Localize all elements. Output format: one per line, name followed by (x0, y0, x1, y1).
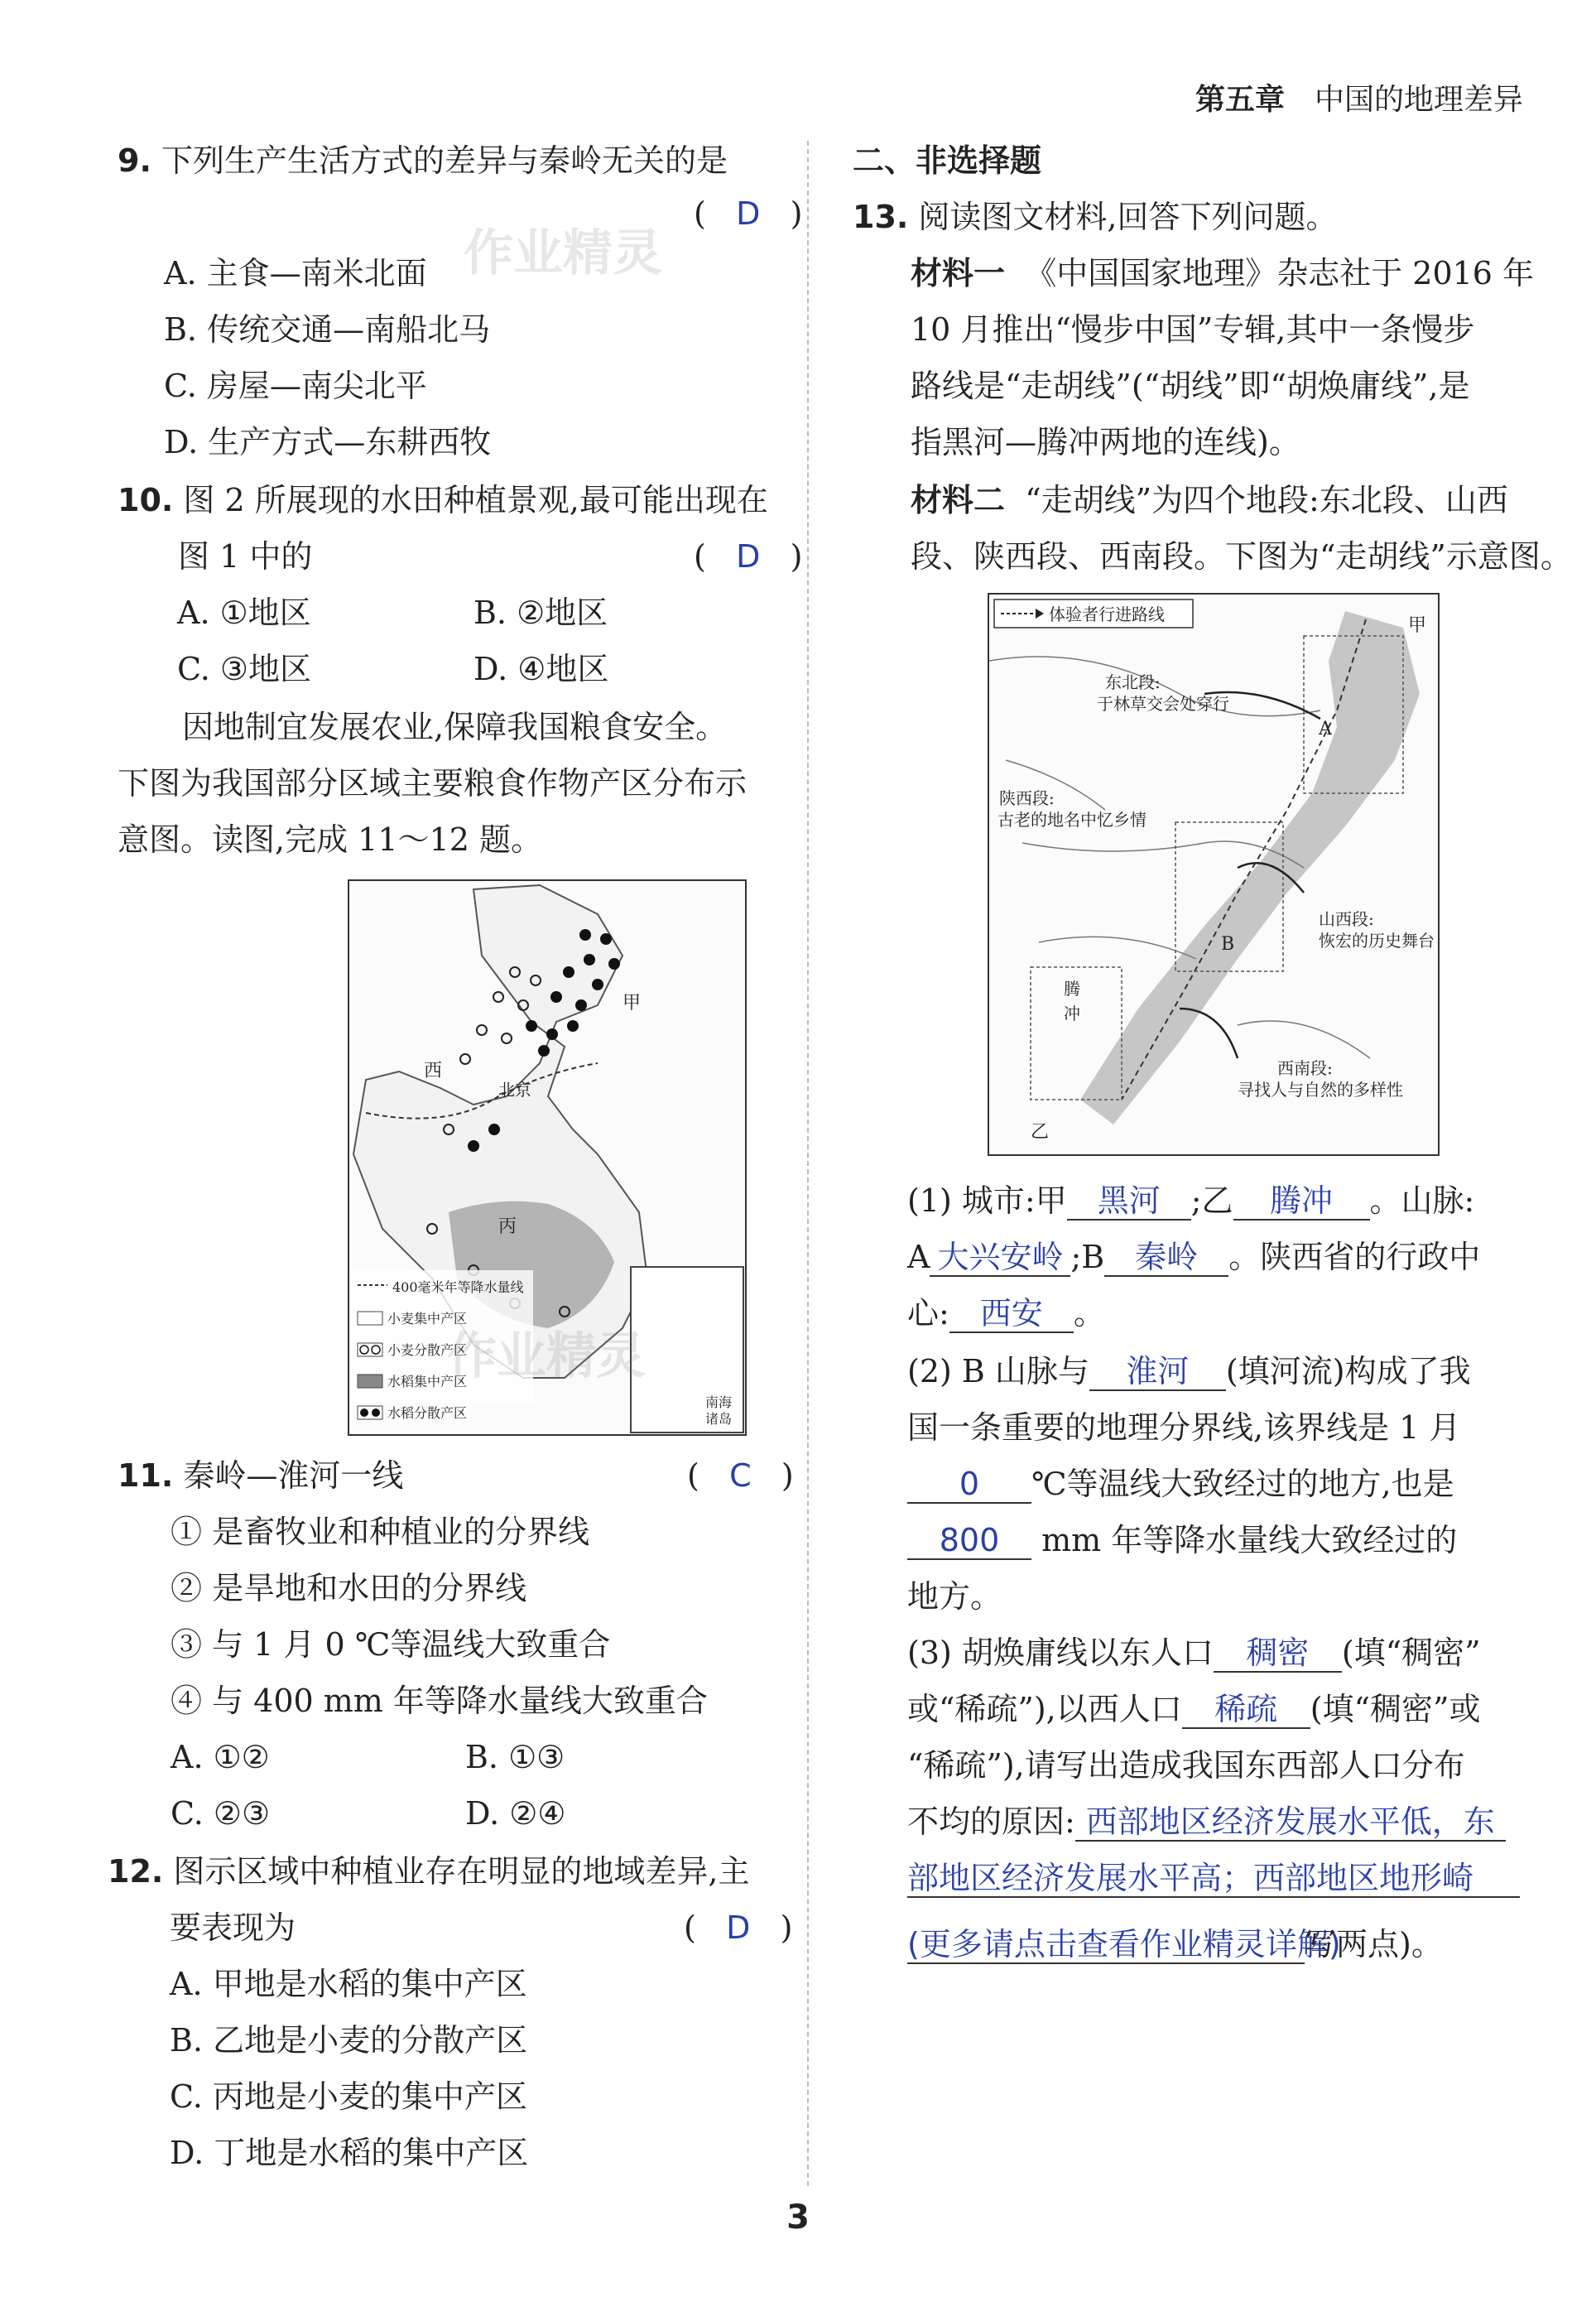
q9-option-b: B. 传统交通—南船北马 (164, 311, 491, 348)
material1-line-3: 路线是“走胡线”(“胡线”即“胡焕庸线”,是 (911, 368, 1470, 404)
q9-option-d: D. 生产方式—东耕西牧 (164, 424, 492, 460)
map2-label-chong: 冲 (1064, 1004, 1080, 1023)
q10-option-b: B. ②地区 (474, 595, 608, 631)
q13-part1-line-2: A 大兴安岭 ;B 秦岭 。陕西省的行政中 (907, 1239, 1481, 1275)
q12-answer: D (726, 1909, 751, 1946)
page-header (1195, 76, 1523, 118)
map2-label-southwest: 西南段: (1277, 1058, 1333, 1078)
q13-part3-line-6: (更多请点击查看作业精灵详解)写两点)。 (907, 1926, 1443, 1962)
q9-option-c: C. 房屋—南尖北平 (164, 368, 427, 404)
legend-rice-concentrated: 水稻集中产区 (387, 1374, 468, 1389)
watermark-logo-2: 作业精灵 (447, 1327, 646, 1385)
material1-line-1: 材料一 《中国国家地理》杂志社于 2016 年 (911, 255, 1535, 291)
q13-part3-line-4: 不均的原因: 西部地区经济发展水平低，东 (907, 1800, 1506, 1843)
column-divider (807, 141, 809, 2186)
q13-part2-line-4: 800 mm 年等降水量线大致经过的 (907, 1519, 1457, 1562)
section-title: 二、非选择题 (853, 142, 1042, 179)
map1-label-south-sea: 南海诸岛 (705, 1394, 733, 1427)
intro-line-2: 下图为我国部分区域主要粮食作物产区分布示 (118, 765, 748, 802)
q9-answer-box: ( D ) (694, 195, 803, 232)
material1-line-4: 指黑河—腾冲两地的连线)。 (911, 424, 1300, 460)
map2-legend-route: 体验者行进路线 (1049, 604, 1165, 624)
answer-reason-1: 西部地区经济发展水平低，东 (1075, 1803, 1506, 1842)
watermark-logo: 作业精灵 (464, 224, 662, 282)
q11-option-b: B. ①③ (465, 1739, 565, 1775)
answer-reason-2: 部地区经济发展水平高；西部地区地形崎 (907, 1860, 1520, 1898)
answer-capital: 西安 (949, 1295, 1074, 1333)
material2-label: 材料二 (911, 482, 1006, 518)
q12-stem-2: 要表现为 (170, 1909, 296, 1946)
map2-label-shanxi: 山西段: (1319, 909, 1374, 929)
q11-answer-box: ( C ) (687, 1457, 794, 1494)
hu-line-route-map (988, 593, 1440, 1156)
q13-part2-line-1: (2) B 山脉与 淮河 (填河流)构成了我 (907, 1353, 1471, 1389)
intro-line-1: 因地制宜发展农业,保障我国粮食安全。 (182, 709, 728, 745)
q9-answer: D (736, 195, 761, 232)
material1-label: 材料一 (911, 255, 1006, 291)
answer-mountain-b: 秦岭 (1104, 1239, 1228, 1277)
map1-label-beijing: 北京 (498, 1080, 531, 1100)
q12-option-b: B. 乙地是小麦的分散产区 (170, 2022, 528, 2059)
q13-part1-line-1: (1) 城市:甲 黑河 ;乙 腾冲 。山脉: (907, 1182, 1475, 1219)
q13-part3-line-1: (3) 胡焕庸线以东人口 稠密 (填“稠密” (907, 1635, 1481, 1671)
map2-label-b: B (1221, 934, 1235, 955)
q12-option-d: D. 丁地是水稻的集中产区 (170, 2135, 529, 2171)
map2-label-jia: 甲 (1408, 615, 1427, 636)
answer-west-population: 稀疏 (1182, 1691, 1310, 1729)
material2-line-1: 材料二 “走胡线”为四个地段:东北段、山西 (911, 482, 1508, 518)
q12-answer-box: ( D ) (684, 1909, 793, 1946)
q10-option-d: D. ④地区 (474, 651, 609, 687)
map2-label-teng: 腾 (1064, 979, 1080, 999)
map2-label-northeast: 东北段: (1105, 672, 1161, 692)
q13-part3-line-3: “稀疏”),请写出造成我国东西部人口分布 (907, 1747, 1465, 1784)
map2-label-northeast-desc: 于林草交会处穿行 (1097, 694, 1229, 714)
q11-stem: 11. 秦岭—淮河一线 (118, 1457, 404, 1494)
page-number: 3 (786, 2198, 810, 2237)
map1-label-bing: 丙 (498, 1216, 517, 1237)
q11-item-4: ④ 与 400 mm 年等降水量线大致重合 (171, 1683, 708, 1719)
q11-answer: C (729, 1457, 752, 1494)
material2-line-2: 段、陕西段、西南段。下图为“走胡线”示意图。 (911, 538, 1572, 575)
intro-line-3: 意图。读图,完成 11～12 题。 (118, 821, 542, 858)
q11-item-1: ① 是畜牧业和种植业的分界线 (171, 1514, 590, 1550)
material1-line-2: 10 月推出“慢步中国”专辑,其中一条慢步 (911, 311, 1475, 348)
q12-option-c: C. 丙地是小麦的集中产区 (170, 2078, 527, 2115)
q13-part2-line-2: 国一条重要的地理分界线,该界线是 1 月 (907, 1409, 1461, 1446)
q13-part1-line-3: 心: 西安 。 (907, 1295, 1105, 1331)
q10-stem-2: 图 1 中的 (178, 538, 313, 575)
q11-option-c: C. ②③ (171, 1795, 271, 1832)
q13-part2-line-5: 地方。 (907, 1578, 1002, 1615)
q13-part2-line-3: 0 ℃等温线大致经过的地方,也是 (907, 1462, 1454, 1505)
map2-label-shanxi-desc: 恢宏的历史舞台 (1319, 931, 1435, 951)
answer-east-population: 稠密 (1214, 1635, 1342, 1673)
q9-stem: 9. 下列生产生活方式的差异与秦岭无关的是 (118, 142, 728, 179)
more-answer-link[interactable]: (更多请点击查看作业精灵详解) (907, 1926, 1341, 1962)
map1-label-jia: 甲 (623, 993, 642, 1014)
answer-city-yi: 腾冲 (1233, 1182, 1370, 1221)
answer-city-jia: 黑河 (1067, 1182, 1191, 1221)
q11-option-a: A. ①② (171, 1739, 270, 1775)
q12-stem-1: 12. 图示区域中种植业存在明显的地域差异,主 (108, 1853, 750, 1890)
q11-option-d: D. ②④ (465, 1795, 566, 1832)
q12-option-a: A. 甲地是水稻的集中产区 (170, 1966, 527, 2002)
map1-label-xi: 西 (424, 1061, 443, 1081)
q11-item-2: ② 是旱地和水田的分界线 (171, 1570, 527, 1606)
q10-option-c: C. ③地区 (177, 651, 311, 687)
map2-label-shaanxi: 陕西段: (999, 788, 1055, 808)
q10-stem-1: 10. 图 2 所展现的水田种植景观,最可能出现在 (118, 482, 768, 518)
q10-option-a: A. ①地区 (177, 595, 311, 631)
map2-label-a: A (1319, 719, 1332, 739)
q10-answer-box: ( D ) (694, 538, 803, 575)
q13-stem: 13. 阅读图文材料,回答下列问题。 (853, 199, 1338, 235)
answer-precipitation: 800 (907, 1522, 1031, 1560)
answer-river: 淮河 (1089, 1353, 1226, 1391)
chapter-title: 中国的地理差异 (1314, 83, 1523, 117)
q13-part3-line-5 (907, 1856, 1520, 1900)
map2-label-southwest-desc: 寻找人与自然的多样性 (1238, 1080, 1403, 1100)
chapter-label: 第五章 (1195, 83, 1285, 117)
legend-rice-scattered: 水稻分散产区 (387, 1405, 468, 1421)
map2-label-yi: 乙 (1031, 1122, 1050, 1143)
legend-rainfall-line: 400毫米年等降水量线 (392, 1279, 524, 1295)
q11-item-3: ③ 与 1 月 0 ℃等温线大致重合 (171, 1626, 611, 1663)
answer-mountain-a: 大兴安岭 (930, 1239, 1070, 1277)
hu-line-map-figure (989, 595, 1438, 1154)
legend-wheat-scattered: 小麦分散产区 (387, 1342, 468, 1358)
answer-temperature: 0 (907, 1466, 1031, 1504)
q9-option-a: A. 主食—南米北面 (164, 255, 427, 291)
q10-answer: D (736, 538, 761, 575)
q13-part3-line-2: 或“稀疏”),以西人口 稀疏 (填“稠密”或 (907, 1691, 1481, 1727)
map2-label-shaanxi-desc: 古老的地名中忆乡情 (997, 810, 1147, 830)
legend-wheat-concentrated: 小麦集中产区 (387, 1311, 468, 1327)
